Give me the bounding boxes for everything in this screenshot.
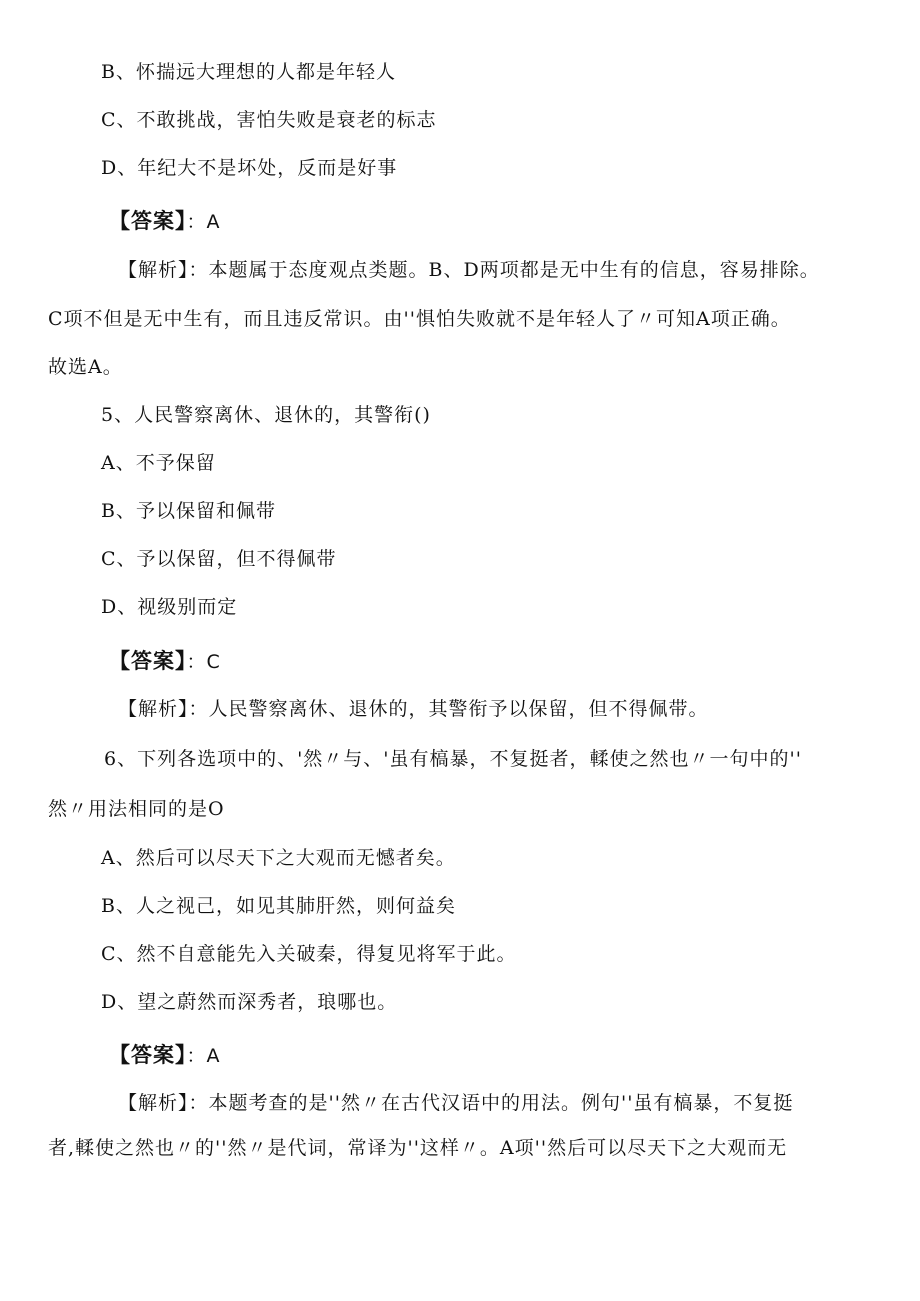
- q6-option-c: C、然不自意能先入关破秦，得复见将军于此。: [101, 943, 517, 965]
- answer-label: 【答案】: [109, 1043, 187, 1067]
- answer-separator: ：: [186, 1045, 207, 1067]
- answer-value: A: [206, 211, 221, 233]
- q5-answer: [109, 647, 221, 676]
- q6-explanation-line-1: [118, 1089, 793, 1117]
- q4-option-b: B、怀揣远大理想的人都是年轻人: [101, 61, 396, 83]
- q5-option-b: B、予以保留和佩带: [101, 500, 276, 522]
- q6-option-b: B、人之视己，如见其肺肝然，则何益矣: [101, 895, 456, 917]
- q6-option-a: A、然后可以尽天下之大观而无憾者矣。: [101, 847, 456, 869]
- answer-label: 【答案】: [109, 209, 187, 233]
- q4-option-c: C、不敢挑战，害怕失败是衰老的标志: [101, 109, 437, 131]
- explanation-label: 【解析】: [118, 1092, 189, 1114]
- q4-explanation-line-2: C项不但是无中生有，而且违反常识。由''惧怕失败就不是年轻人了〃可知A项正确。: [48, 308, 791, 330]
- explanation-separator: ：: [188, 698, 209, 720]
- explanation-separator: ：: [188, 259, 209, 281]
- q4-explanation-line-3: 故选A。: [48, 356, 123, 378]
- explanation-text: 本题考查的是''然〃在古代汉语中的用法。例句''虽有槁暴，不复挺: [208, 1092, 794, 1114]
- q5-option-d: D、视级别而定: [101, 596, 238, 618]
- answer-label: 【答案】: [109, 649, 187, 673]
- q5-explanation-line-1: [118, 695, 709, 723]
- q6-question-line-2: 然〃用法相同的是O: [48, 798, 225, 820]
- q5-question: 5、人民警察离休、退休的，其警衔(): [101, 404, 431, 426]
- q5-option-c: C、予以保留，但不得佩带: [101, 548, 337, 570]
- answer-value: C: [206, 651, 221, 673]
- answer-separator: ：: [186, 211, 207, 233]
- q4-answer: [109, 207, 221, 236]
- q5-option-a: A、不予保留: [101, 452, 216, 474]
- q6-option-d: D、望之蔚然而深秀者，琅哪也。: [101, 991, 398, 1013]
- q4-explanation-line-1: [118, 256, 820, 284]
- explanation-text: 人民警察离休、退休的，其警衔予以保留，但不得佩带。: [208, 698, 709, 720]
- explanation-label: 【解析】: [118, 698, 189, 720]
- q6-answer: [109, 1041, 221, 1070]
- q6-question-line-1: 6、下列各选项中的、'然〃与、'虽有槁暴，不复挺者，輮使之然也〃一句中的'': [104, 748, 802, 770]
- explanation-separator: ：: [188, 1092, 209, 1114]
- explanation-text: 本题属于态度观点类题。B、D两项都是无中生有的信息，容易排除。: [208, 259, 820, 281]
- explanation-label: 【解析】: [118, 259, 189, 281]
- answer-separator: ：: [186, 651, 207, 673]
- q6-explanation-line-2: 者,輮使之然也〃的''然〃是代词，常译为''这样〃。A项''然后可以尽天下之大观而无: [48, 1137, 788, 1159]
- q4-option-d: D、年纪大不是坏处，反而是好事: [101, 157, 398, 179]
- answer-value: A: [206, 1045, 221, 1067]
